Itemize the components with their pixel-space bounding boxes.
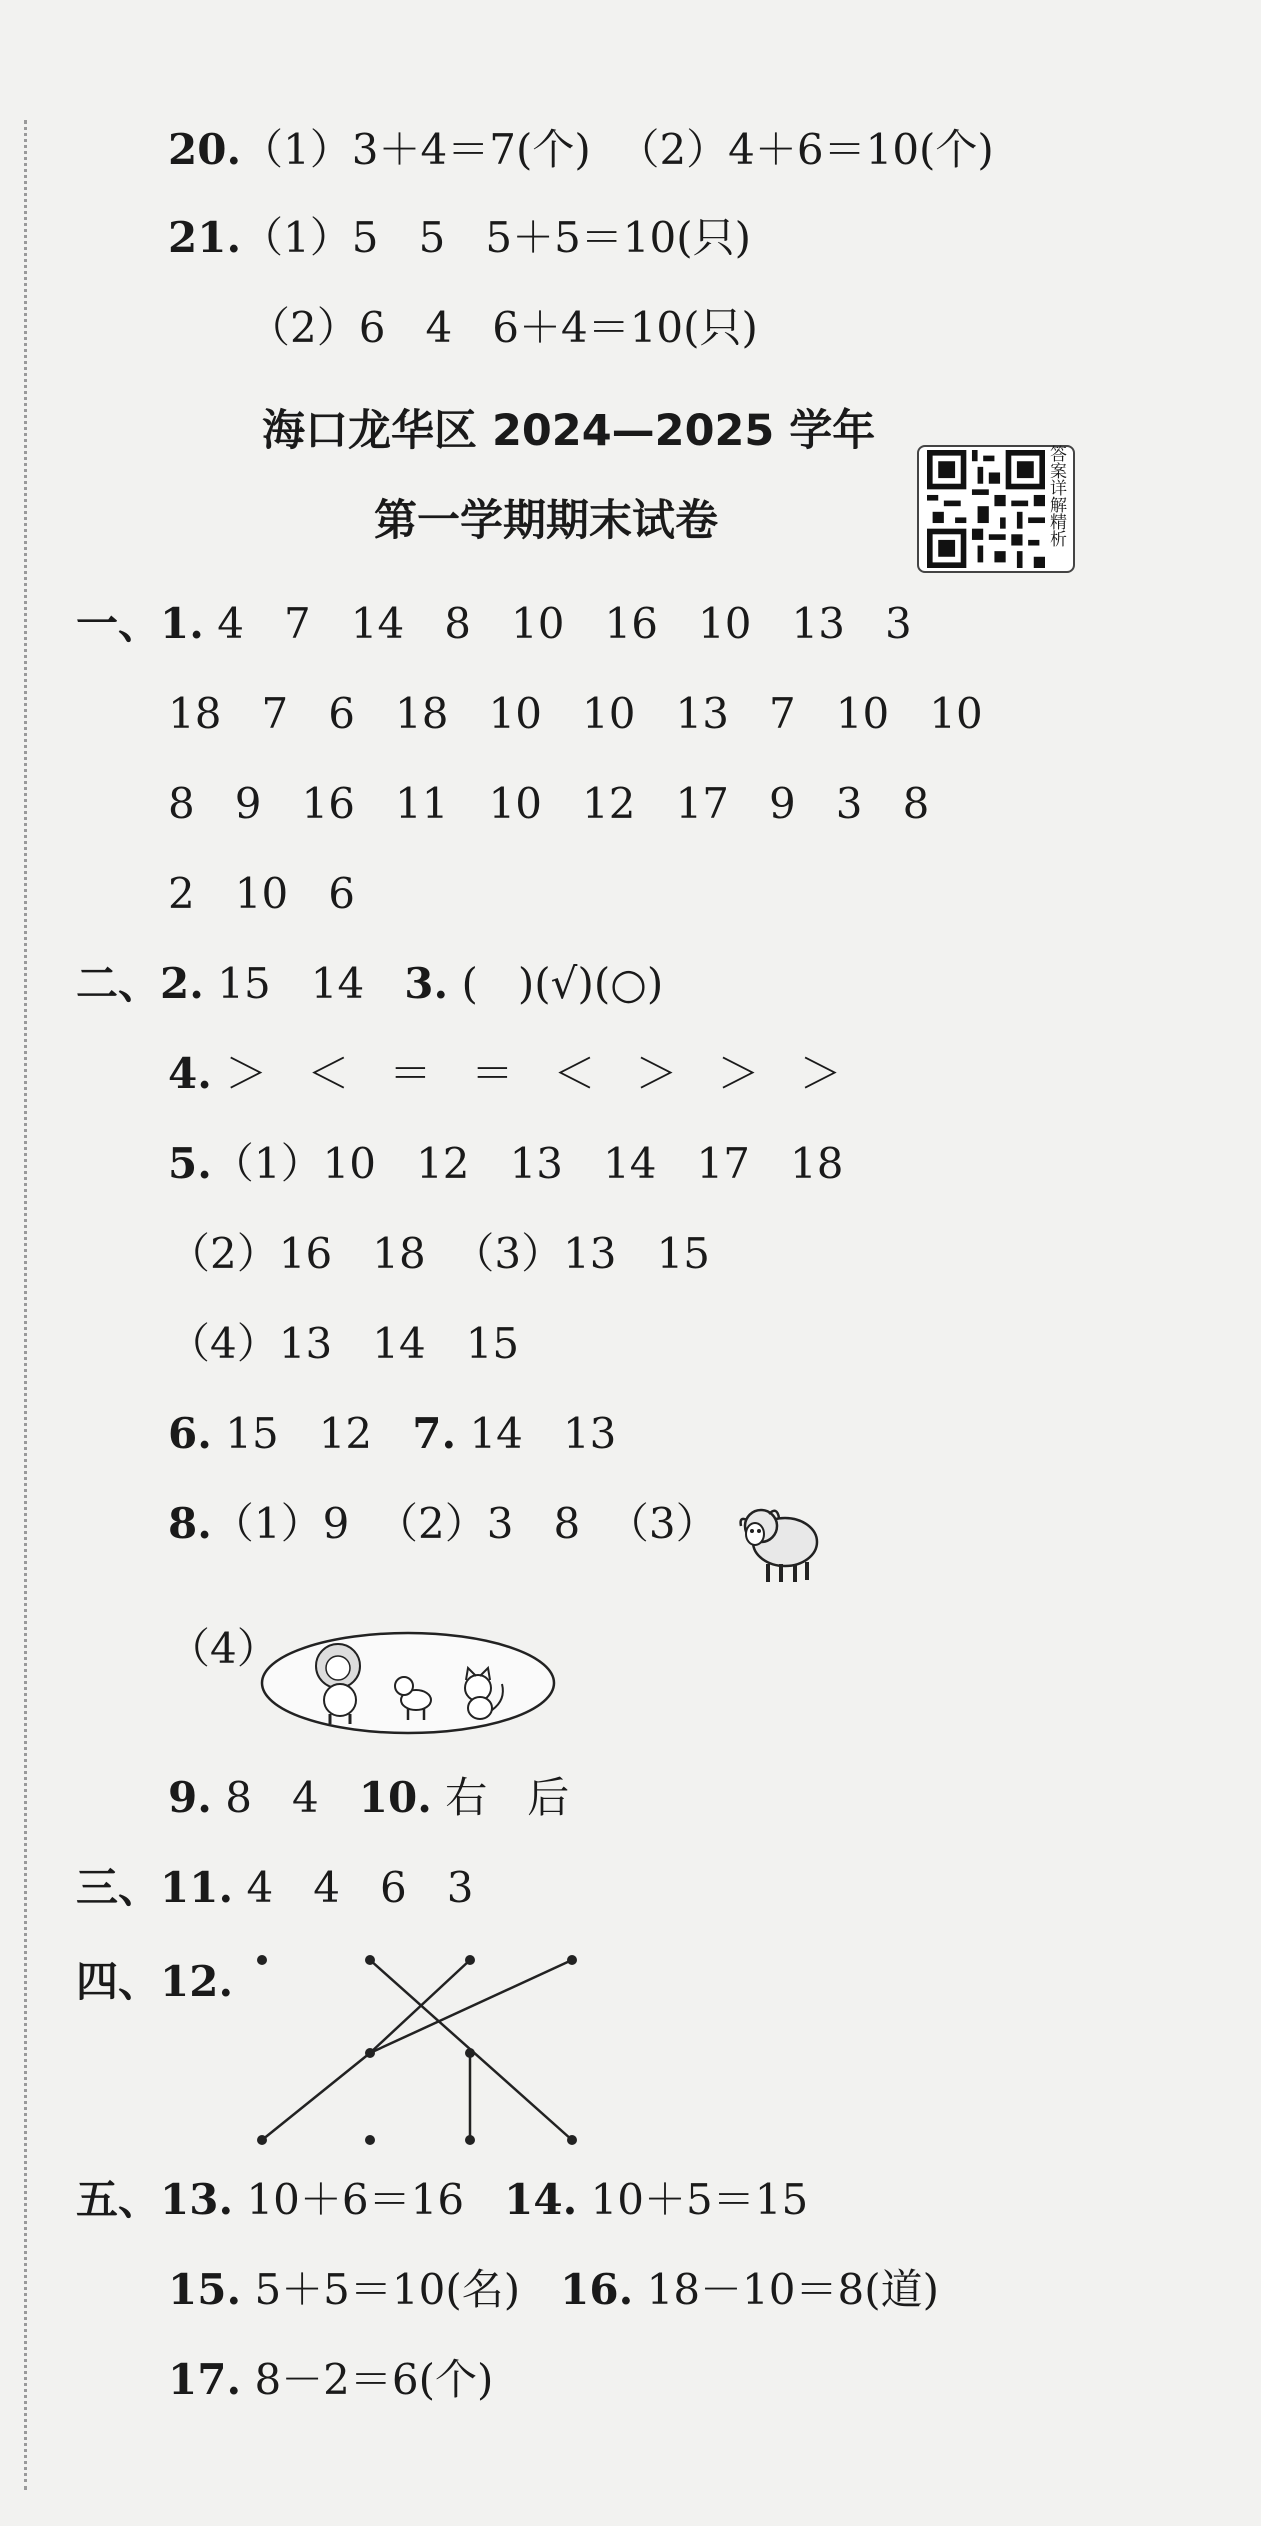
match-dot-bottom-4: [567, 2135, 577, 2145]
q7-number: 7.: [412, 1409, 457, 1458]
q15-answer: 5＋5＝10(名): [254, 2265, 521, 2314]
q17-number: 17.: [168, 2355, 242, 2404]
match-dot-top-3: [465, 1955, 475, 1965]
match-dot-top-4: [567, 1955, 577, 1965]
sec2-line1: [76, 960, 663, 1008]
match-dot-mid-1: [365, 2048, 375, 2058]
sec4-line: [76, 1958, 233, 2006]
q20-answer: （1）3＋4＝7(个) （2）4＋6＝10(个): [241, 125, 994, 174]
q21-answer-1: （1）5 5 5＋5＝10(只): [241, 213, 752, 262]
q21-number: 21.: [168, 213, 242, 262]
match-line-3: [370, 1960, 572, 2053]
q9-q10-line: [168, 1774, 569, 1822]
match-dot-mid-2: [465, 2048, 475, 2058]
sec4-label: 四、: [76, 1957, 161, 2006]
q21-answer-2: （2）6 4 6＋4＝10(只): [248, 303, 758, 352]
sec1-line1: [76, 600, 912, 648]
q10-answer: 右 后: [445, 1773, 570, 1822]
q1-answer-4: 2 10 6: [168, 869, 355, 918]
sec3-line: [76, 1864, 474, 1912]
q4-answer: ＞ ＜ ＝ ＝ ＜ ＞ ＞ ＞: [225, 1049, 842, 1098]
q13-answer: 10＋6＝16: [246, 2175, 465, 2224]
q6-answer: 15 12: [225, 1409, 373, 1458]
animal-group-oval: [258, 1628, 558, 1738]
q11-answer: 4 4 6 3: [246, 1863, 474, 1912]
q5-answer-3: （4）13 14 15: [168, 1319, 520, 1368]
q17-answer: 8－2＝6(个): [254, 2355, 494, 2404]
q5-line1: [168, 1140, 844, 1188]
q16-answer: 18－10＝8(道): [646, 2265, 939, 2314]
exam-title-line1: 海口龙华区 2024—2025 学年: [262, 406, 876, 456]
sec3-label: 三、: [76, 1863, 161, 1912]
q3-number: 3.: [404, 959, 449, 1008]
q21-line1: [168, 214, 751, 262]
match-line-4: [262, 2053, 370, 2140]
match-dot-bottom-3: [465, 2135, 475, 2145]
q10-number: 10.: [358, 1773, 432, 1822]
sec5-line1: [76, 2176, 808, 2224]
q6-q7-line: [168, 1410, 616, 1458]
q2-answer: 15 14: [217, 959, 365, 1008]
q5-number: 5.: [168, 1139, 212, 1188]
match-dot-top-1: [257, 1955, 267, 1965]
q3-answer: ( )(√)(○): [461, 959, 664, 1008]
margin-dotted-line: [24, 120, 27, 2490]
q14-answer: 10＋5＝15: [590, 2175, 809, 2224]
q15-number: 15.: [168, 2265, 242, 2314]
q5-answer-2: （2）16 18 （3）13 15: [168, 1229, 711, 1278]
q9-number: 9.: [168, 1773, 212, 1822]
q20-line: [168, 126, 994, 174]
q4-number: 4.: [168, 1049, 212, 1098]
q20-number: 20.: [168, 125, 242, 174]
q12-number: 12.: [160, 1957, 234, 2006]
q8-answer-4: （4）: [168, 1624, 279, 1673]
q2-number: 2.: [160, 959, 204, 1008]
sec2-label: 二、: [76, 959, 161, 1008]
qr-code-icon: [927, 450, 1045, 568]
q11-number: 11.: [160, 1863, 234, 1912]
sec5-line2: [168, 2266, 939, 2314]
match-dot-bottom-2: [365, 2135, 375, 2145]
sheep-icon: [733, 1498, 823, 1588]
match-dot-bottom-1: [257, 2135, 267, 2145]
sec5-label: 五、: [76, 2175, 161, 2224]
q9-answer: 8 4: [225, 1773, 319, 1822]
q1-answer-3: 8 9 16 11 10 12 17 9 3 8: [168, 779, 930, 828]
q7-answer: 14 13: [469, 1409, 617, 1458]
q6-number: 6.: [168, 1409, 212, 1458]
q5-answer-1: （1）10 12 13 14 17 18: [211, 1139, 844, 1188]
matching-diagram: [250, 1950, 590, 2160]
sec1-label: 一、: [76, 599, 161, 648]
qr-label: 答案详解精析: [1046, 445, 1066, 547]
q13-number: 13.: [160, 2175, 234, 2224]
q16-number: 16.: [560, 2265, 634, 2314]
exam-title-line2: 第一学期期末试卷: [374, 496, 718, 546]
q4-line: [168, 1050, 842, 1098]
q14-number: 14.: [504, 2175, 578, 2224]
q1-answer-2: 18 7 6 18 10 10 13 7 10 10: [168, 689, 983, 738]
match-dot-top-2: [365, 1955, 375, 1965]
q1-answer-1: 4 7 14 8 10 16 10 13 3: [217, 599, 912, 648]
q8-answer-1: （1）9 （2）3 8 （3）: [211, 1499, 718, 1548]
sec5-line3: [168, 2356, 493, 2404]
q8-number: 8.: [168, 1499, 212, 1548]
q8-line1: [168, 1500, 718, 1548]
q1-number: 1.: [160, 599, 204, 648]
